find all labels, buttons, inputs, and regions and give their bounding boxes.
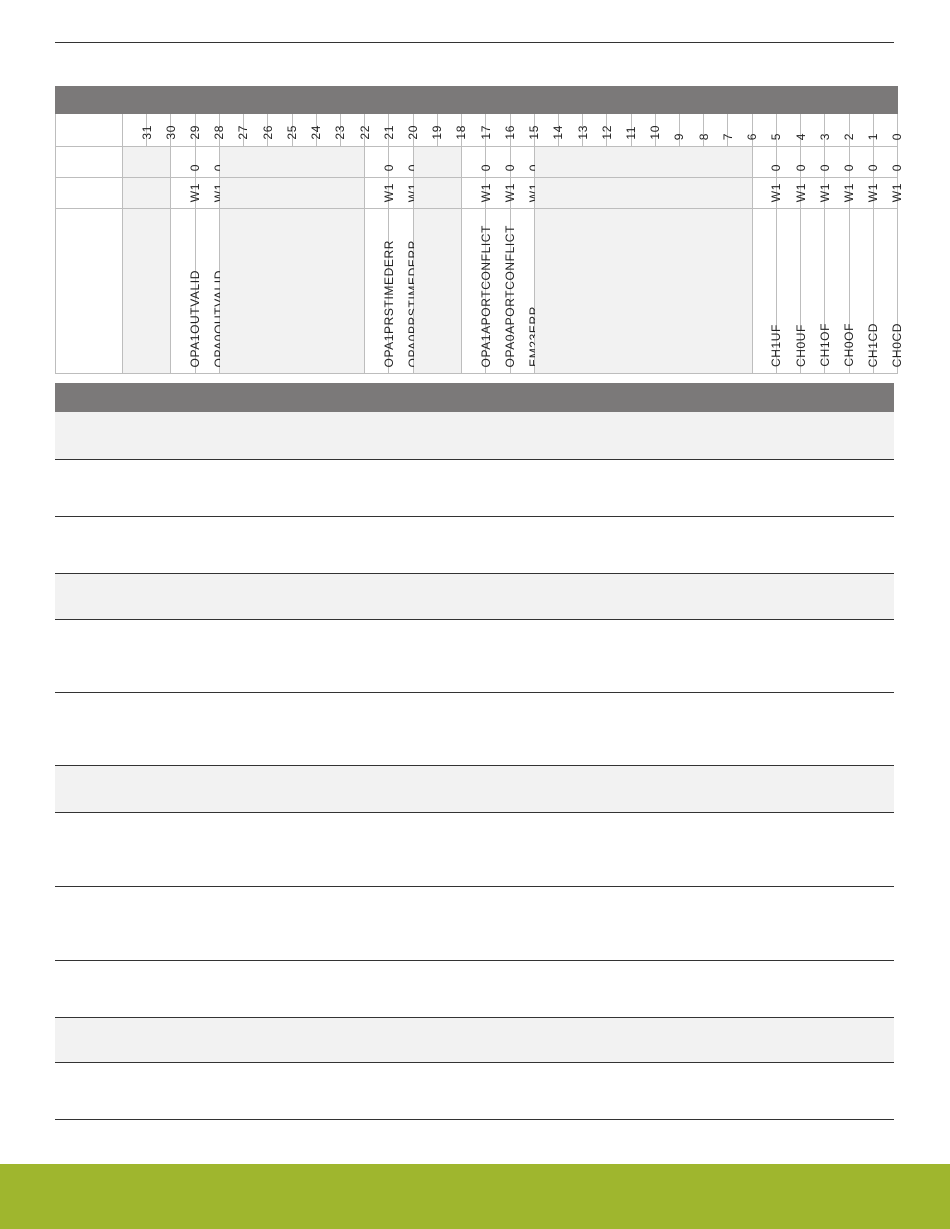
bit-cell: 12 bbox=[583, 114, 607, 147]
top-rule bbox=[55, 42, 894, 43]
bit-cell: 24 bbox=[292, 114, 316, 147]
bit-cell: 7 bbox=[704, 114, 728, 147]
access-cell: W1 bbox=[486, 178, 510, 209]
field-row bbox=[55, 460, 894, 517]
field-name-cell: OPA1OUTVALID bbox=[171, 209, 195, 374]
bit-cell: 29 bbox=[171, 114, 195, 147]
bit-cell: 31 bbox=[123, 114, 147, 147]
reserved-cell bbox=[219, 178, 364, 209]
bit-cell: 10 bbox=[631, 114, 655, 147]
field-row bbox=[55, 1063, 894, 1120]
row-label bbox=[56, 178, 123, 209]
field-row bbox=[55, 1018, 894, 1063]
field-name-row bbox=[56, 209, 898, 374]
bit-cell: 5 bbox=[752, 114, 776, 147]
access-cell: W1 bbox=[801, 178, 825, 209]
field-row bbox=[55, 412, 894, 460]
field-name-cell: CH0OF bbox=[825, 209, 849, 374]
access-cell: W1 bbox=[752, 178, 776, 209]
bit-cell: 1 bbox=[849, 114, 873, 147]
bit-cell: 2 bbox=[825, 114, 849, 147]
reset-cell: 0 bbox=[849, 147, 873, 178]
access-cell: W1 bbox=[365, 178, 389, 209]
reserved-cell bbox=[534, 178, 752, 209]
field-row bbox=[55, 813, 894, 887]
bit-cell: 30 bbox=[147, 114, 171, 147]
register-bit-table bbox=[55, 86, 905, 374]
reset-value-row bbox=[56, 147, 898, 178]
bit-cell: 15 bbox=[510, 114, 534, 147]
reserved-cell bbox=[413, 147, 461, 178]
reset-cell: 0 bbox=[365, 147, 389, 178]
access-cell: W1 bbox=[462, 178, 486, 209]
reset-cell: 0 bbox=[801, 147, 825, 178]
access-cell: W1 bbox=[873, 178, 897, 209]
reset-cell: 0 bbox=[752, 147, 776, 178]
reserved-cell bbox=[219, 209, 364, 374]
access-cell bbox=[389, 178, 413, 209]
field-row bbox=[55, 961, 894, 1018]
reserved-cell bbox=[123, 147, 171, 178]
bit-cell: 8 bbox=[680, 114, 704, 147]
bit-cell: 11 bbox=[607, 114, 631, 147]
bit-cell: 13 bbox=[558, 114, 582, 147]
register-table-header bbox=[56, 87, 898, 114]
reset-cell: 0 bbox=[462, 147, 486, 178]
bit-cell: 4 bbox=[776, 114, 800, 147]
reset-cell: 0 bbox=[171, 147, 195, 178]
field-description-table bbox=[55, 383, 894, 1120]
reset-cell: 0 bbox=[776, 147, 800, 178]
bit-number-row bbox=[56, 114, 898, 147]
field-name-cell: CH1UF bbox=[752, 209, 776, 374]
field-name-cell: CH0UF bbox=[776, 209, 800, 374]
field-name-cell: CH1CD bbox=[849, 209, 873, 374]
reserved-cell bbox=[123, 209, 171, 374]
field-name-cell: OPA1PRSTIMEDERR bbox=[365, 209, 389, 374]
field-table-header bbox=[55, 383, 894, 412]
bit-cell: 28 bbox=[195, 114, 219, 147]
access-cell: W1 bbox=[776, 178, 800, 209]
bit-cell: 6 bbox=[728, 114, 752, 147]
reserved-cell bbox=[413, 209, 461, 374]
reset-cell: 0 bbox=[873, 147, 897, 178]
field-row bbox=[55, 887, 894, 961]
reset-cell bbox=[195, 147, 219, 178]
bit-cell: 25 bbox=[268, 114, 292, 147]
field-name-cell bbox=[195, 209, 219, 374]
bit-cell: 18 bbox=[437, 114, 461, 147]
field-row bbox=[55, 517, 894, 574]
field-name-cell: CH1OF bbox=[801, 209, 825, 374]
field-row bbox=[55, 574, 894, 620]
bit-cell: 21 bbox=[365, 114, 389, 147]
access-cell: W1 bbox=[849, 178, 873, 209]
row-label bbox=[56, 147, 123, 178]
reserved-cell bbox=[219, 147, 364, 178]
reserved-cell bbox=[534, 209, 752, 374]
bit-cell: 23 bbox=[316, 114, 340, 147]
reset-cell: 0 bbox=[486, 147, 510, 178]
access-row bbox=[56, 178, 898, 209]
bit-cell: 19 bbox=[413, 114, 437, 147]
bit-cell: 9 bbox=[655, 114, 679, 147]
access-cell bbox=[195, 178, 219, 209]
row-label bbox=[56, 209, 123, 374]
bit-cell: 14 bbox=[534, 114, 558, 147]
header-label-cell bbox=[56, 87, 123, 114]
field-row bbox=[55, 620, 894, 693]
field-name-cell: OPA0APORTCONFLICT bbox=[486, 209, 510, 374]
access-cell bbox=[510, 178, 534, 209]
bit-cell: 20 bbox=[389, 114, 413, 147]
reset-cell: 0 bbox=[825, 147, 849, 178]
field-row bbox=[55, 693, 894, 766]
field-name-cell bbox=[510, 209, 534, 374]
bit-cell: 3 bbox=[801, 114, 825, 147]
reserved-cell bbox=[413, 178, 461, 209]
field-row bbox=[55, 766, 894, 813]
reset-cell bbox=[510, 147, 534, 178]
bit-cell: 17 bbox=[462, 114, 486, 147]
bit-cell: 27 bbox=[219, 114, 243, 147]
bit-cell: 26 bbox=[244, 114, 268, 147]
bit-cell: 16 bbox=[486, 114, 510, 147]
reset-cell bbox=[389, 147, 413, 178]
header-bits-cell bbox=[123, 87, 898, 114]
reserved-cell bbox=[534, 147, 752, 178]
access-cell: W1 bbox=[171, 178, 195, 209]
bit-cell: 0 bbox=[873, 114, 897, 147]
field-name-cell bbox=[389, 209, 413, 374]
reserved-cell bbox=[123, 178, 171, 209]
row-label bbox=[56, 114, 123, 147]
bit-cell: 22 bbox=[340, 114, 364, 147]
footer-band bbox=[0, 1164, 950, 1229]
field-name-cell: CH0CD bbox=[873, 209, 897, 374]
access-cell: W1 bbox=[825, 178, 849, 209]
field-name-cell: OPA1APORTCONFLICT bbox=[462, 209, 486, 374]
